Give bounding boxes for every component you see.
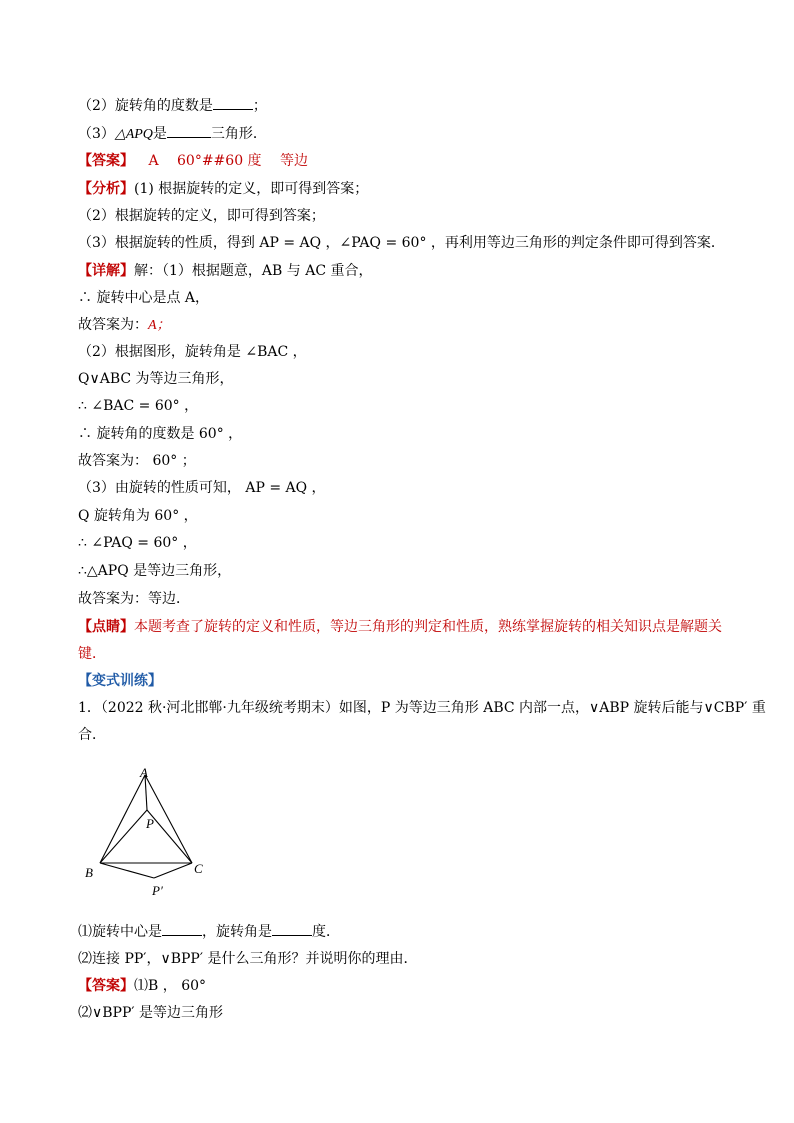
subquestion-1 (78, 921, 340, 942)
detail-text-6: ∴ ∠BAC = 60° ， (78, 398, 199, 414)
sub1-blank-2 (272, 921, 312, 936)
answer2-tag: 【答案】 (78, 978, 134, 994)
analysis-line-1 (78, 179, 368, 199)
detail-text-3-value: A； (148, 318, 171, 333)
q3-suffix: 三角形． (210, 126, 267, 142)
q3-mid: 是 (152, 126, 167, 142)
sub1-suffix: 度． (312, 924, 340, 940)
subquestion-2: ⑵连接 PP′，∨BPP′ 是什么三角形？并说明你的理由． (78, 951, 418, 967)
sub1-blank-1 (162, 921, 202, 936)
edge-AB (100, 775, 145, 863)
answer2-line (78, 976, 206, 996)
comment-text-2: 键． (78, 646, 106, 662)
detail-text-12: ∴△APQ 是等边三角形， (78, 563, 232, 579)
detail-text-10: Q 旋转角为 60° ， (78, 508, 198, 524)
sub1-prefix: ⑴旋转中心是 (78, 924, 162, 940)
segment-AP (145, 775, 147, 810)
problem-1-line-2: 合． (78, 727, 106, 743)
detail-text-4: （2）根据图形，旋转角是 ∠BAC ， (78, 344, 307, 360)
q2-text: （2）旋转角的度数是 (78, 98, 213, 114)
detail-tag: 【详解】 (78, 263, 134, 279)
detail-text-13: 故答案为：等边． (78, 591, 190, 607)
detail-text-9: （3）由旋转的性质可知， AP = AQ ， (78, 480, 326, 496)
comment-tag: 【点睛】 (78, 619, 134, 635)
label-P: P (146, 816, 154, 831)
triangle-figure (80, 760, 220, 900)
q3-blank (167, 123, 211, 138)
analysis-text-3: （3）根据旋转的性质，得到 AP = AQ ，∠PAQ = 60° ，再利用等边三角形的判定条件即可得到答案． (78, 235, 725, 251)
label-C: C (194, 861, 203, 876)
segment-P2C (154, 863, 192, 878)
q3-prefix: （3） (78, 126, 115, 142)
variant-heading: 【变式训练】 (78, 673, 162, 689)
detail-text-1: 解：（1）根据题意，AB 与 AC 重合， (134, 263, 373, 279)
q2-line (78, 95, 267, 116)
analysis-text-1: (1) 根据旋转的定义，即可得到答案； (134, 181, 369, 197)
segment-BP2 (100, 863, 154, 878)
detail-line-1 (78, 261, 372, 281)
detail-text-8: 故答案为： 60° ； (78, 453, 196, 469)
q3-line (78, 123, 267, 145)
answer2-values: ⑴B ， 60° (134, 978, 207, 994)
problem-1-line-1: 1．（2022 秋·河北邯郸·九年级统考期末）如图，P 为等边三角形 ABC 内部一点，∨ABP 旋转后能与∨CBP′ 重 (78, 700, 766, 716)
q3-math: △APQ (114, 127, 153, 142)
detail-text-2: ∴ 旋转中心是点 A， (78, 290, 210, 306)
detail-line-3 (78, 315, 171, 336)
answer2-line-2: ⑵∨BPP′ 是等边三角形 (78, 1005, 224, 1021)
label-A: A (140, 765, 148, 780)
detail-text-5: Q∨ABC 为等边三角形， (78, 371, 234, 387)
detail-text-3: 故答案为： (78, 317, 148, 333)
q2-suffix: ； (252, 98, 267, 114)
sub1-mid: ，旋转角是 (202, 924, 272, 940)
analysis-tag: 【分析】 (78, 181, 134, 197)
detail-text-11: ∴ ∠PAQ = 60° ， (78, 535, 197, 551)
comment-text-1: 本题考查了旋转的定义和性质，等边三角形的判定和性质，熟练掌握旋转的相关知识点是解题关 (134, 619, 722, 635)
answer-tag: 【答案】 (78, 153, 134, 169)
comment-line-1 (78, 617, 722, 637)
analysis-text-2: （2）根据旋转的定义，即可得到答案； (78, 208, 325, 224)
answer-values: A 60°##60 度 等边 (148, 153, 309, 169)
label-P-prime: P′ (152, 883, 163, 898)
q2-blank (213, 95, 253, 110)
label-B: B (85, 865, 93, 880)
answer-line (78, 151, 308, 171)
detail-text-7: ∴ 旋转角的度数是 60° ， (78, 426, 243, 442)
